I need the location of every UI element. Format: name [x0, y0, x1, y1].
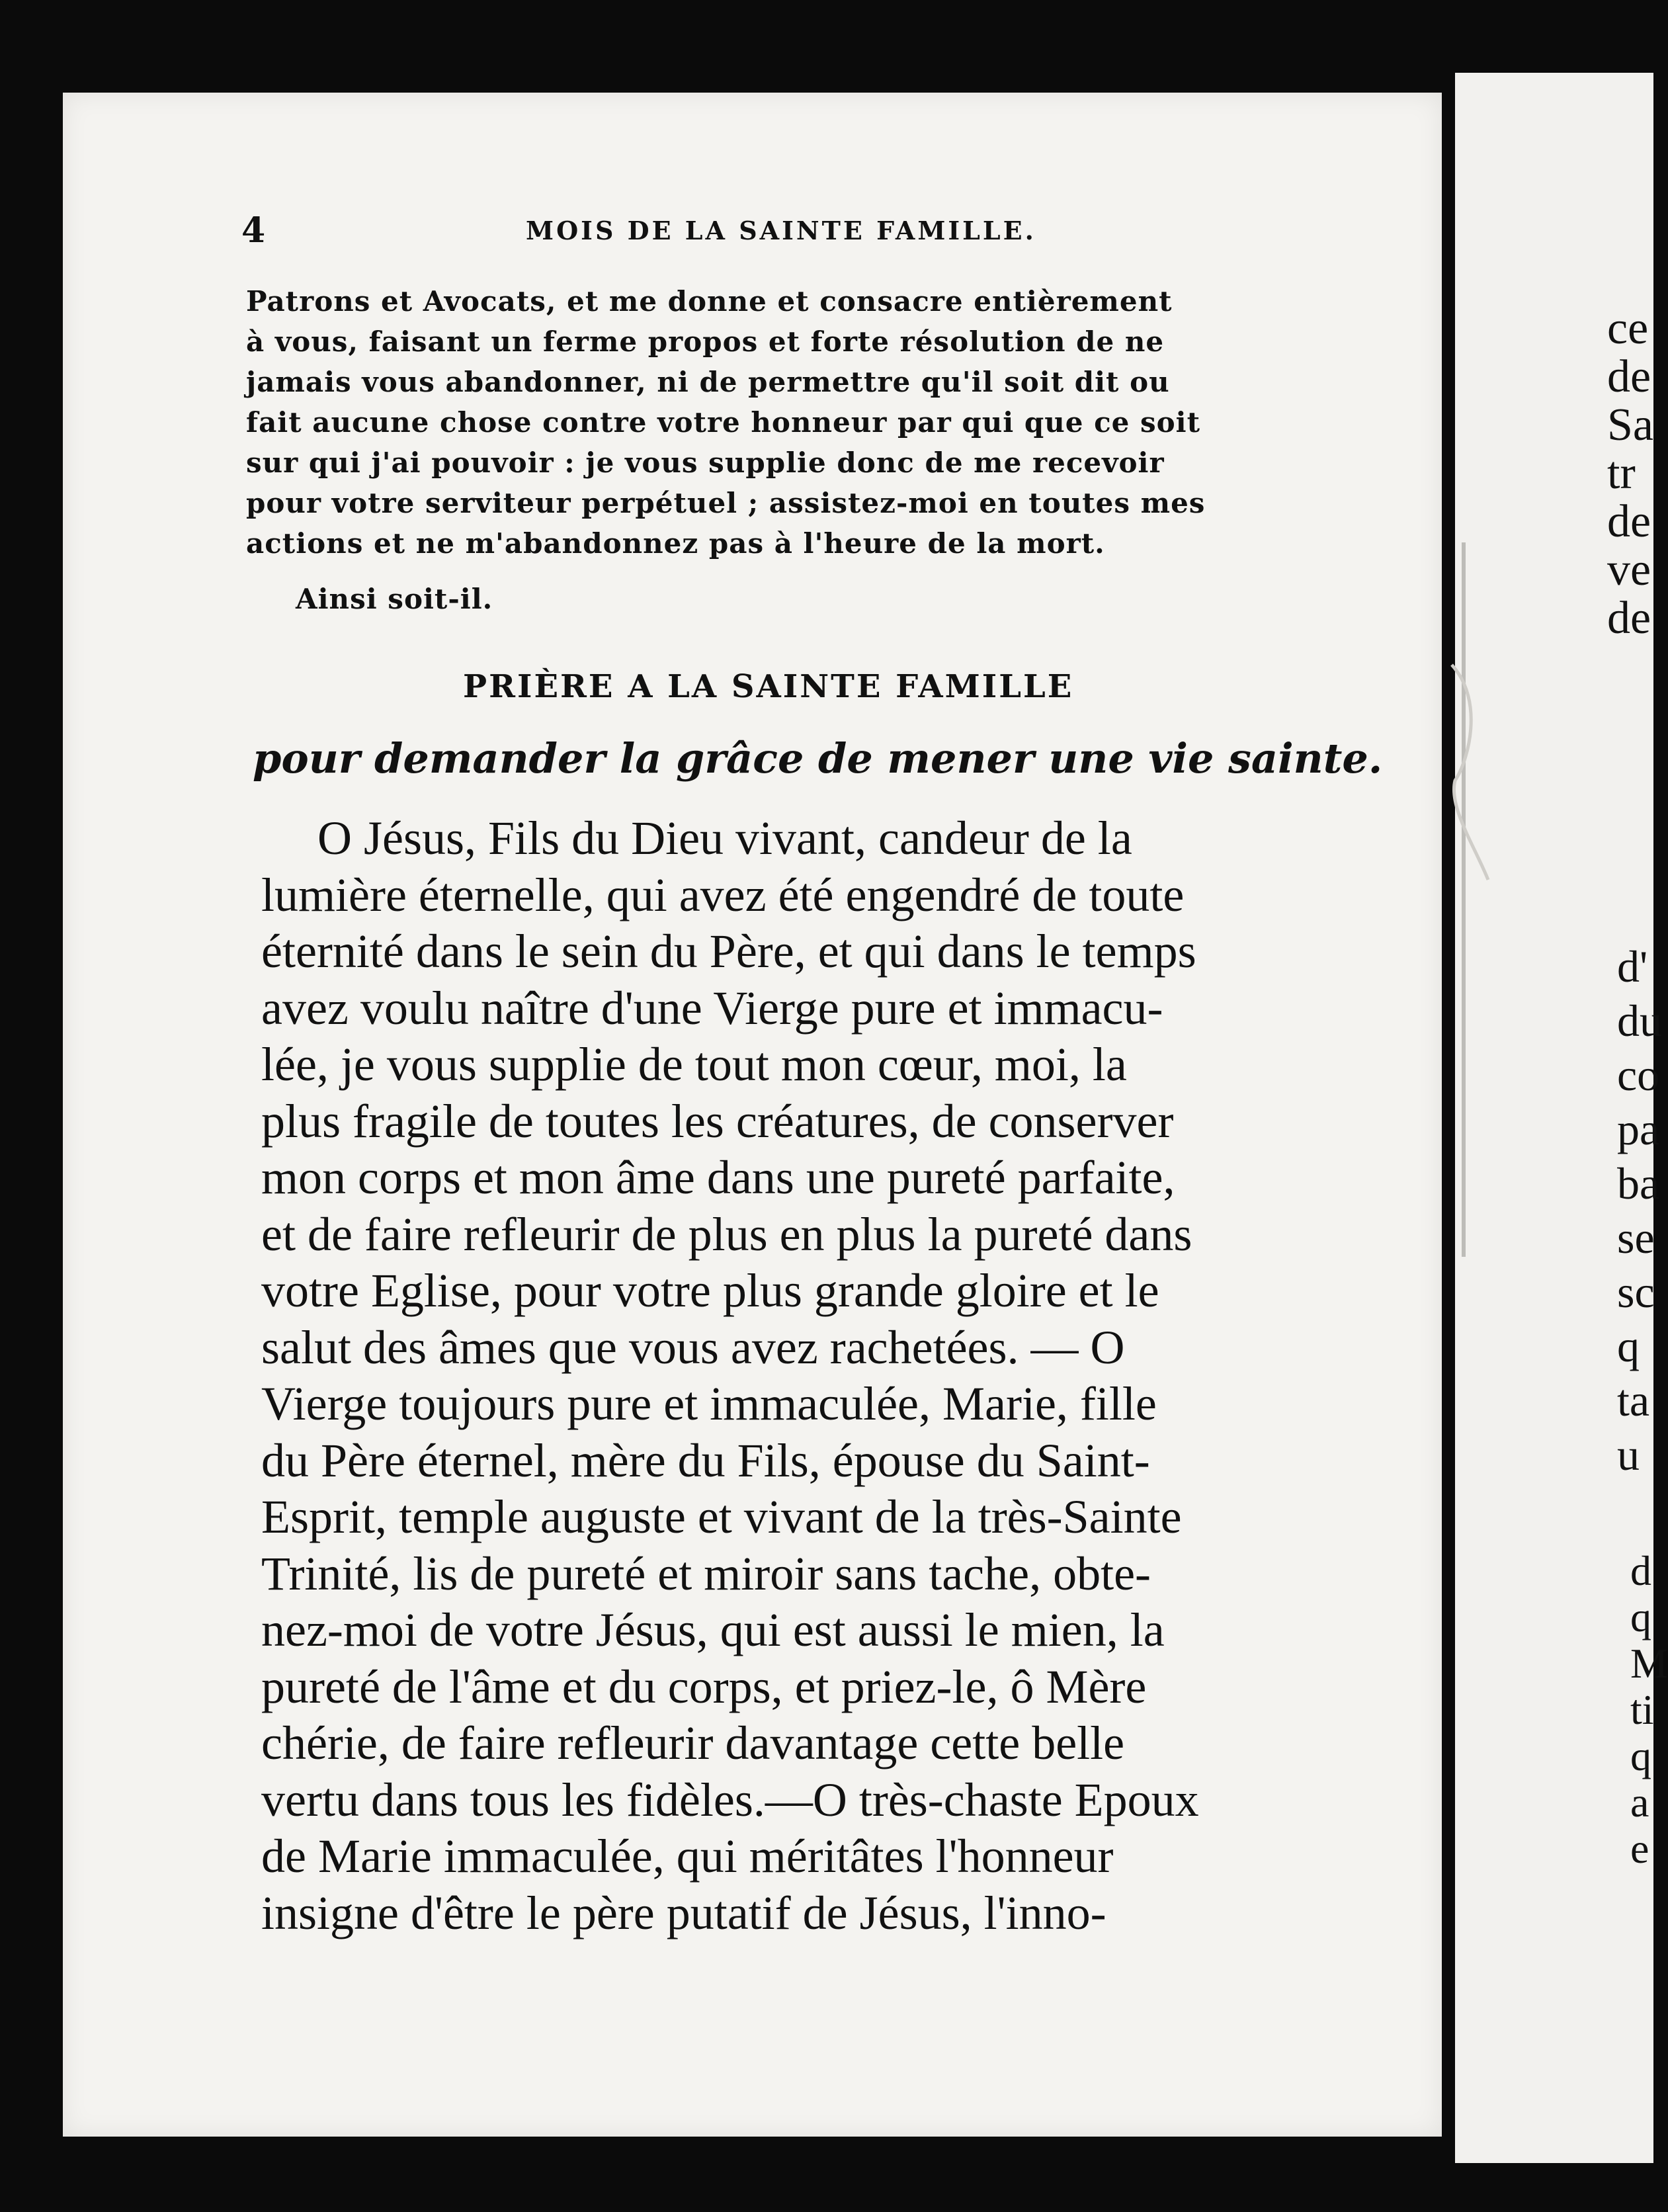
text-line: à vous, faisant un ferme propos et forte résolution de ne: [246, 325, 1165, 358]
text-line: insigne d'être le père putatif de Jésus, l'inno-: [261, 1886, 1106, 1939]
page-number: 4: [241, 210, 266, 251]
text-line: Vierge toujours pure et immaculée, Marie, fille: [261, 1377, 1157, 1430]
text-line: lumière éternelle, qui avez été engendré de toute: [261, 868, 1185, 921]
text-line: votre Eglise, pour votre plus grande gloire et le: [261, 1264, 1159, 1317]
text-line: Patrons et Avocats, et me donne et consacre entièrement: [246, 285, 1173, 318]
text-line: Esprit, temple auguste et vivant de la très-Sainte: [261, 1490, 1182, 1543]
right-page-text-fragments: ce de Sa tr de ve de: [1607, 303, 1653, 644]
text-line: O Jésus, Fils du Dieu vivant, candeur de la: [317, 812, 1132, 865]
prayer-paragraph: [261, 810, 1333, 1941]
page-binding-edge: [1462, 542, 1466, 1257]
text-line: fait aucune chose contre votre honneur par qui que ce soit: [246, 406, 1201, 439]
running-title: MOIS DE LA SAINTE FAMILLE.: [526, 216, 1036, 245]
text-line: nez-moi de votre Jésus, qui est aussi le mien, la: [261, 1603, 1165, 1656]
text-line: de Marie immaculée, qui méritâtes l'honneur: [261, 1830, 1114, 1883]
preface-paragraph: [246, 281, 1311, 615]
text-line: du Père éternel, mère du Fils, épouse du Saint-: [261, 1433, 1150, 1487]
page-header: [241, 210, 1313, 257]
text-line: vertu dans tous les fidèles.—O très-chaste Epoux: [261, 1773, 1199, 1826]
text-line: Trinité, lis de pureté et miroir sans tache, obte-: [261, 1547, 1151, 1600]
section-title: PRIÈRE A LA SAINTE FAMILLE: [463, 668, 1074, 705]
text-line: chérie, de faire refleurir davantage cette belle: [261, 1717, 1125, 1769]
text-line: lée, je vous supplie de tout mon cœur, moi, la: [261, 1038, 1127, 1091]
text-line: plus fragile de toutes les créatures, de conserver: [261, 1094, 1174, 1148]
text-line: éternité dans le sein du Père, et qui dans le temps: [261, 925, 1196, 978]
text-line: actions et ne m'abandonnez pas à l'heure de la mort.: [246, 527, 1105, 560]
text-line: pureté de l'âme et du corps, et priez-le, ô Mère: [261, 1660, 1147, 1713]
right-page-text-fragments: d q M ti q a e: [1630, 1547, 1668, 1872]
closing-amen: Ainsi soit-il.: [296, 583, 493, 615]
text-line: sur qui j'ai pouvoir : je vous supplie donc de me recevoir: [246, 447, 1165, 479]
text-line: et de faire refleurir de plus en plus la pureté dans: [261, 1207, 1192, 1261]
text-line: salut des âmes que vous avez rachetées. — O: [261, 1320, 1125, 1374]
binding-thread: [1448, 661, 1495, 886]
text-line: mon corps et mon âme dans une pureté parfaite,: [261, 1151, 1175, 1204]
text-line: pour votre serviteur perpétuel ; assistez-moi en toutes mes: [246, 487, 1206, 519]
section-subtitle: pour demander la grâce de mener une vie sainte.: [253, 734, 1383, 783]
text-line: jamais vous abandonner, ni de permettre qu'il soit dit ou: [246, 366, 1170, 398]
right-page-text-fragments: d' du co pa ba se sc q ta u: [1617, 941, 1662, 1480]
text-line: avez voulu naître d'une Vierge pure et immacu-: [261, 981, 1163, 1035]
